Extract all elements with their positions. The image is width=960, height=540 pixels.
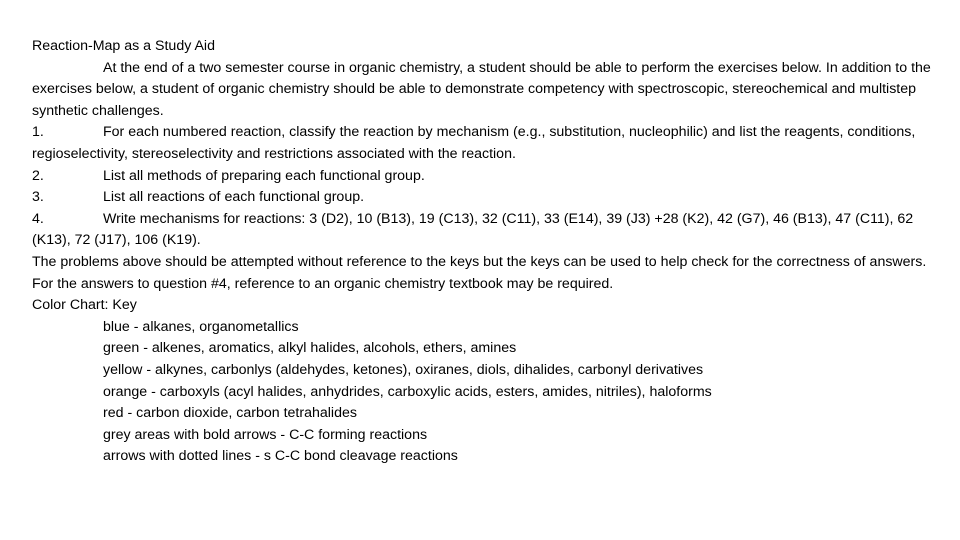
note-paragraph: The problems above should be attempted without reference to the keys but the keys can be used to help check for the correctness of answers. For the answers to question #4, reference to an organic chemistry textbook may be required. — [32, 253, 927, 292]
color-key-item: arrows with dotted lines - s C-C bond cleavage reactions — [103, 448, 458, 465]
intro-text: At the end of a two semester course in organic chemistry, a student should be able to perform the exercises below. In addition to the exercises below, a student of organic chemistry should be able to demonstrate competency with spectroscopic, stereochemical and multistep synthetic challenges. — [32, 59, 931, 119]
exercise-number: 3. — [32, 189, 44, 206]
exercise-item — [32, 166, 932, 188]
color-key-item: red - carbon dioxide, carbon tetrahalides — [103, 405, 357, 422]
color-key-item: green - alkenes, aromatics, alkyl halides, alcohols, ethers, amines — [103, 340, 517, 357]
color-key-item: orange - carboxyls (acyl halides, anhydrides, carboxylic acids, esters, amides, nitriles), haloforms — [103, 383, 712, 400]
exercise-item — [32, 187, 932, 209]
exercise-number: 4. — [32, 210, 44, 227]
intro-paragraph — [32, 58, 932, 123]
exercise-item — [32, 209, 932, 252]
color-chart-heading: Color Chart: Key — [32, 297, 137, 314]
color-key-item: blue - alkanes, organometallics — [103, 318, 299, 335]
exercise-text: For each numbered reaction, classify the reaction by mechanism (e.g., substitution, nucleophilic) and list the reagents, conditions, regioselectivity, stereoselectivity and restrictions associated with the reaction. — [32, 124, 916, 162]
color-key-item: yellow - alkynes, carbonlys (aldehydes, ketones), oxiranes, diols, dihalides, carbonyl derivatives — [103, 361, 704, 378]
document-body — [32, 36, 932, 468]
exercise-item — [32, 122, 932, 165]
color-key-item: grey areas with bold arrows - C-C forming reactions — [103, 426, 428, 443]
document-title: Reaction-Map as a Study Aid — [32, 38, 215, 54]
exercise-text: List all reactions of each functional group. — [103, 189, 365, 206]
exercise-number: 2. — [32, 167, 44, 184]
exercise-text: Write mechanisms for reactions: 3 (D2), 10 (B13), 19 (C13), 32 (C11), 33 (E14), 39 (J3) +28 (K2), 42 (G7), 46 (B13), 47 (C11), 62 (K13), 72 (J17), 106 (K19). — [32, 210, 914, 249]
exercise-number: 1. — [32, 124, 44, 141]
exercise-text: List all methods of preparing each functional group. — [103, 167, 425, 184]
